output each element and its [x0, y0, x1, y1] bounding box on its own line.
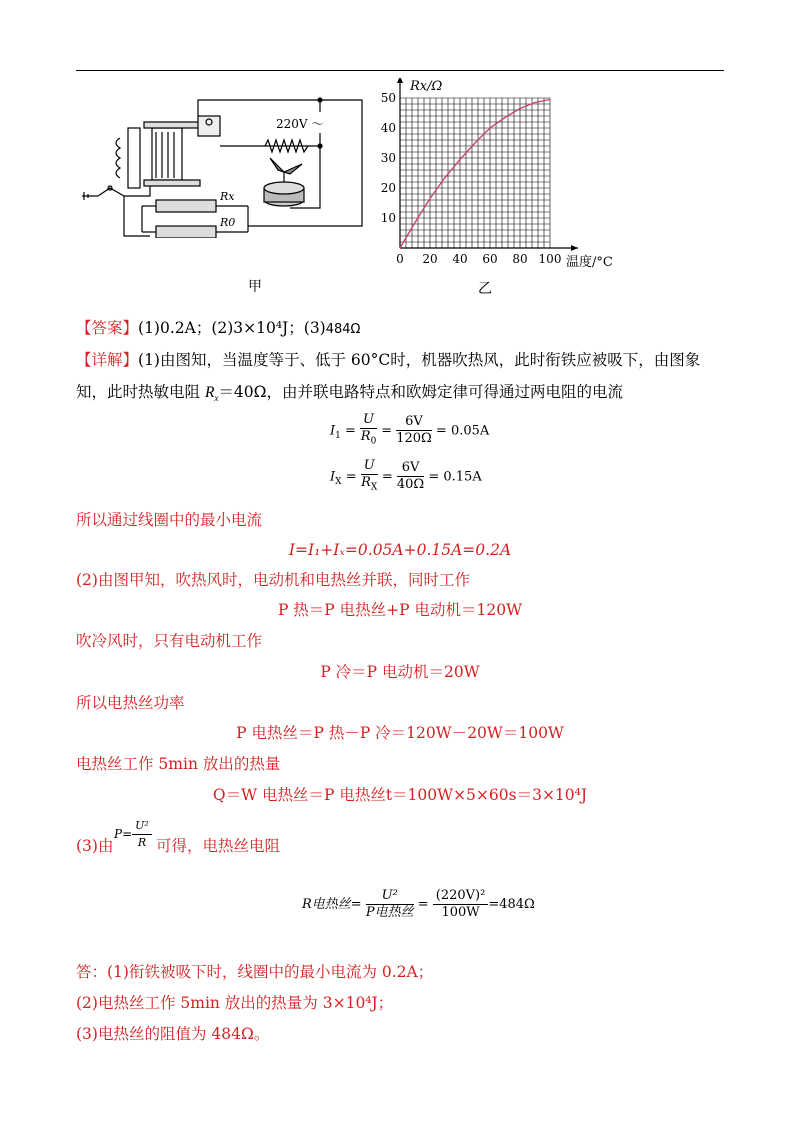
detail-line-1 — [76, 350, 700, 370]
circuit-diagram — [80, 88, 370, 238]
detail-text-13a: (3)由 — [76, 837, 114, 855]
figure-caption-left: 甲 — [248, 279, 262, 295]
rx-label: Rx — [220, 190, 235, 203]
answer-text: (1)0.2A；(2)3×10⁴J；(3) — [138, 319, 326, 337]
x-axis-label: 温度/°C — [566, 255, 613, 268]
eq1-num2: 6V — [396, 414, 432, 431]
y-tick-label: 40 — [380, 121, 396, 135]
eq2-lhs: I — [330, 469, 336, 485]
detail-text-1: (1)由图知，当温度等于、低于 60°C时，机器吹热风，此时衔铁应被吸下，由图象 — [138, 351, 701, 369]
figure-caption-right: 乙 — [478, 281, 492, 297]
detail-label: 【详解】 — [76, 351, 139, 369]
eq2-den1-sub: X — [370, 482, 378, 493]
eq1-result: = 0.05A — [435, 423, 490, 439]
eq4-result: =484Ω — [488, 897, 535, 912]
x-tick-label: 60 — [482, 252, 498, 266]
detail-text-2a: 知，此时热敏电阻 — [76, 383, 205, 401]
rx-temperature-chart — [380, 78, 650, 268]
x-tick-label: 80 — [512, 252, 528, 266]
y-tick-label: 10 — [380, 211, 396, 225]
detail-line-2: 知，此时热敏电阻 $R_x=40\Omega$，由并联电路特点和欧姆定律可得通过两电阻的电流 — [76, 383, 623, 404]
eq4-num2: (220V)² — [433, 888, 489, 905]
eq3-den: R — [137, 836, 147, 849]
y-tick-label: 20 — [380, 181, 396, 195]
eq2-num2: 6V — [397, 460, 424, 477]
eq2-lhs-sub: X — [335, 476, 342, 487]
detail-text-2b: ＝40Ω，由并联电路特点和欧姆定律可得通过两电阻的电流 — [218, 383, 623, 401]
eq2-den2: 40Ω — [396, 477, 425, 493]
equation-i1: $I_1$ = $\frac{U}{R_0}$ = $\frac{6V}{120\Omega}$ = 0.05A — [330, 412, 490, 447]
equation-p — [114, 818, 152, 851]
voltage-label: 220V ～ — [276, 117, 324, 131]
x-tick-label: 40 — [452, 252, 468, 266]
answer-line — [76, 318, 360, 340]
answer-label: 【答案】 — [76, 319, 139, 337]
eq3-p: P= — [114, 827, 133, 841]
x-axis-arrow — [571, 245, 578, 251]
eq2-num1: U — [363, 458, 375, 473]
eq1-den1-sub: 0 — [370, 436, 377, 447]
detail-line-9: 所以电热丝功率 — [76, 694, 185, 712]
y-axis-arrow — [397, 78, 403, 83]
y-tick-label: 50 — [380, 91, 396, 105]
conclusion-line-1: 答：(1)衔铁被吸下时，线圈中的最小电流为 0.2A； — [76, 963, 434, 981]
eq1-den1: R — [360, 429, 371, 444]
y-axis-label: Rx/Ω — [410, 79, 443, 94]
conclusion-line-3: (3)电热丝的阻值为 484Ω。 — [76, 1025, 270, 1043]
detail-line-3: 所以通过线圈中的最小电流 — [76, 511, 263, 529]
detail-line-13 — [76, 836, 113, 856]
detail-text-13b: 可得，电热丝电阻 — [156, 837, 281, 855]
y-tick-label: 30 — [380, 151, 396, 165]
header-rule — [76, 70, 724, 71]
detail-line-4: I=I₁+Iₓ=0.05A+0.15A=0.2A — [288, 541, 512, 559]
eq1-lhs-sub: 1 — [335, 430, 341, 441]
eq4-lhs: R电热丝= — [302, 897, 362, 912]
conclusion-line-2: (2)电热丝工作 5min 放出的热量为 3×10⁴J； — [76, 994, 394, 1012]
detail-line-5: (2)由图甲知，吹热风时，电动机和电热丝并联，同时工作 — [76, 571, 470, 589]
detail-line-10: P 电热丝＝P 热－P 冷＝120W－20W＝100W — [236, 724, 564, 742]
detail-line-7: 吹冷风时，只有电动机工作 — [76, 632, 263, 650]
eq4-den2: 100W — [441, 905, 480, 920]
equation-ix: $I_X$ = $\frac{U}{R_X}$ = $\frac{6V}{40\Omega}$ = 0.15A — [330, 458, 482, 493]
eq1-den2: 120Ω — [396, 431, 432, 447]
equation-resistance: R电热丝= U² P电热丝 = $\frac{\text{(220V)²}}{100W}$ =484Ω — [302, 888, 535, 920]
eq2-den1: R — [361, 475, 371, 490]
detail-line-6: P 热＝P 电热丝+P 电动机＝120W — [277, 601, 523, 619]
detail-line-11: 电热丝工作 5min 放出的热量 — [76, 755, 281, 773]
x-tick-label: 0 — [396, 252, 404, 266]
detail-line-8: P 冷＝P 电动机＝20W — [320, 663, 480, 681]
answer-q3: 484Ω — [325, 322, 361, 337]
eq1-lhs: I — [330, 423, 336, 439]
eq4-den1: P电热丝 — [365, 905, 414, 920]
eq3-num: U² — [135, 819, 149, 832]
detail-line-12: Q＝W 电热丝＝P 电热丝t＝100W×5×60s＝3×10⁴J — [212, 786, 588, 804]
eq2-result: = 0.15A — [428, 469, 482, 485]
r0-label: R0 — [220, 216, 236, 229]
eq1-num1: U — [363, 412, 375, 427]
eq4-num1: U² — [381, 888, 398, 903]
x-tick-label: 20 — [422, 252, 438, 266]
x-tick-label: 100 — [538, 252, 562, 266]
